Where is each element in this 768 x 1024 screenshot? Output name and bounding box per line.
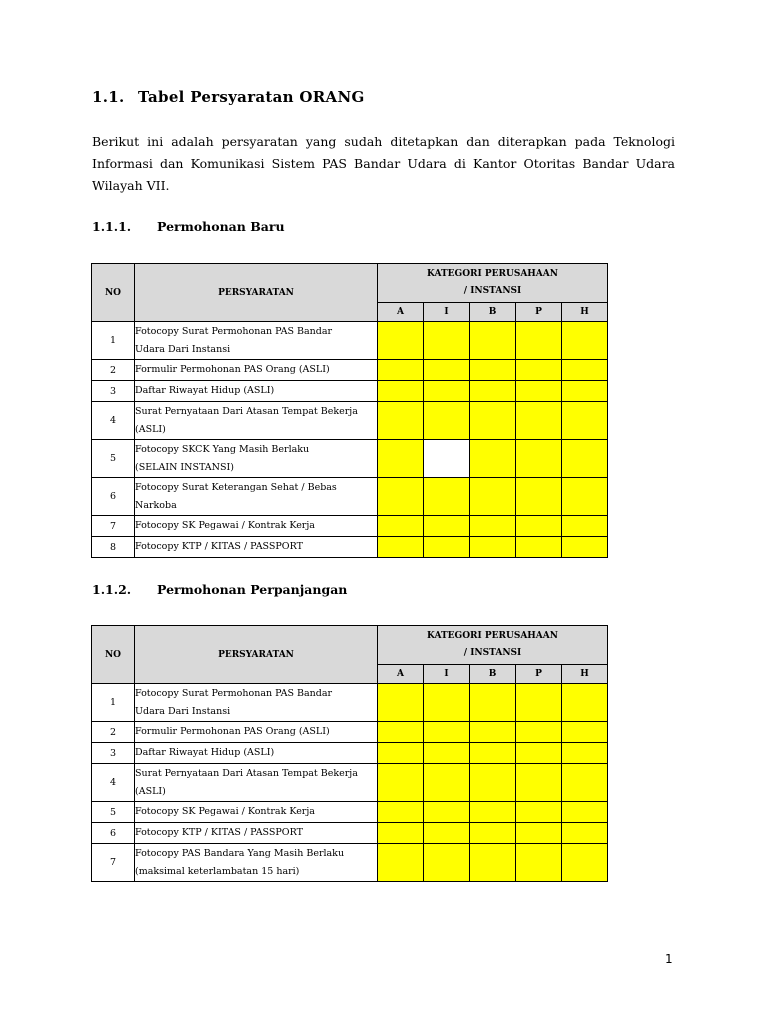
- header-kategori-line1: KATEGORI PERUSAHAAN: [427, 631, 559, 641]
- category-mark-p: [516, 381, 562, 402]
- category-mark-i: [424, 764, 470, 802]
- row-number: 1: [92, 322, 135, 360]
- requirement-text-line: Fotocopy PAS Bandara Yang Masih Berlaku: [135, 847, 345, 859]
- table-row: [92, 743, 608, 764]
- category-mark-b: [470, 802, 516, 823]
- category-mark-i: [424, 844, 470, 882]
- requirement-text-line: Fotocopy Surat Keterangan Sehat / Bebas: [135, 481, 337, 493]
- requirement-cell: [135, 322, 378, 360]
- row-number: 2: [92, 722, 135, 743]
- row-number: 5: [92, 802, 135, 823]
- category-mark-b: [470, 322, 516, 360]
- category-mark-b: [470, 478, 516, 516]
- header-kategori: [378, 626, 608, 665]
- subsection-number: 1.1.2.: [92, 582, 132, 597]
- category-mark-p: [516, 823, 562, 844]
- category-mark-i: [424, 360, 470, 381]
- row-number: 6: [92, 478, 135, 516]
- requirement-text-line: Fotocopy SK Pegawai / Kontrak Kerja: [135, 520, 315, 531]
- table-row: [92, 764, 608, 802]
- category-mark-i: [424, 684, 470, 722]
- table-row: [92, 402, 608, 440]
- category-mark-b: [470, 743, 516, 764]
- header-category-a: A: [378, 303, 424, 322]
- category-mark-b: [470, 360, 516, 381]
- category-mark-b: [470, 440, 516, 478]
- requirement-text-line: Udara Dari Instansi: [135, 343, 231, 355]
- header-category-b: B: [470, 665, 516, 684]
- category-mark-h: [562, 402, 608, 440]
- subsection-number: 1.1.1.: [92, 219, 132, 234]
- requirement-cell: [135, 764, 378, 802]
- requirement-text-line: Daftar Riwayat Hidup (ASLI): [135, 385, 275, 396]
- category-mark-h: [562, 381, 608, 402]
- table-row: [92, 478, 608, 516]
- category-mark-i: [424, 722, 470, 743]
- category-mark-a: [378, 440, 424, 478]
- header-no: NO: [92, 626, 135, 684]
- category-mark-p: [516, 802, 562, 823]
- requirement-cell: [135, 722, 378, 743]
- table-row: [92, 722, 608, 743]
- requirement-cell: [135, 478, 378, 516]
- requirement-text-line: (ASLI): [135, 785, 166, 797]
- table-row: [92, 381, 608, 402]
- category-mark-i: [424, 802, 470, 823]
- requirement-text-line: Surat Pernyataan Dari Atasan Tempat Bekerja: [135, 767, 358, 779]
- subsection-heading-baru: [92, 219, 285, 234]
- category-mark-h: [562, 360, 608, 381]
- section-heading-number: 1.1.: [92, 88, 125, 106]
- category-mark-h: [562, 516, 608, 537]
- category-mark-h: [562, 764, 608, 802]
- category-mark-p: [516, 402, 562, 440]
- category-mark-h: [562, 322, 608, 360]
- row-number: 7: [92, 516, 135, 537]
- category-mark-b: [470, 516, 516, 537]
- requirement-text-line: Udara Dari Instansi: [135, 705, 231, 717]
- table-row: [92, 844, 608, 882]
- requirement-cell: [135, 844, 378, 882]
- category-mark-b: [470, 684, 516, 722]
- category-mark-b: [470, 844, 516, 882]
- row-number: 3: [92, 381, 135, 402]
- header-category-a: A: [378, 665, 424, 684]
- header-no: NO: [92, 264, 135, 322]
- category-mark-a: [378, 684, 424, 722]
- requirement-text-line: Fotocopy SK Pegawai / Kontrak Kerja: [135, 806, 315, 817]
- header-category-h: H: [562, 665, 608, 684]
- requirement-text-line: Formulir Permohonan PAS Orang (ASLI): [135, 726, 330, 737]
- header-category-b: B: [470, 303, 516, 322]
- table-row: [92, 684, 608, 722]
- category-mark-i: [424, 516, 470, 537]
- requirement-cell: [135, 516, 378, 537]
- category-mark-i: [424, 743, 470, 764]
- category-mark-a: [378, 360, 424, 381]
- category-mark-a: [378, 722, 424, 743]
- category-mark-p: [516, 322, 562, 360]
- category-mark-a: [378, 802, 424, 823]
- table-row: [92, 322, 608, 360]
- table-row: [92, 823, 608, 844]
- category-mark-b: [470, 537, 516, 558]
- requirement-text-line: Daftar Riwayat Hidup (ASLI): [135, 747, 275, 758]
- section-heading: [92, 88, 365, 106]
- category-mark-a: [378, 764, 424, 802]
- category-mark-i: [424, 440, 470, 478]
- category-mark-h: [562, 478, 608, 516]
- requirement-cell: [135, 440, 378, 478]
- requirement-cell: [135, 743, 378, 764]
- table-row: [92, 360, 608, 381]
- category-mark-p: [516, 844, 562, 882]
- requirement-text-line: Formulir Permohonan PAS Orang (ASLI): [135, 364, 330, 375]
- row-number: 1: [92, 684, 135, 722]
- category-mark-b: [470, 764, 516, 802]
- category-mark-a: [378, 516, 424, 537]
- category-mark-p: [516, 722, 562, 743]
- header-kategori-line2: / INSTANSI: [463, 648, 522, 658]
- row-number: 3: [92, 743, 135, 764]
- category-mark-p: [516, 478, 562, 516]
- requirement-text-line: Fotocopy KTP / KITAS / PASSPORT: [135, 827, 303, 838]
- category-mark-i: [424, 478, 470, 516]
- header-category-p: P: [516, 303, 562, 322]
- category-mark-p: [516, 764, 562, 802]
- category-mark-p: [516, 684, 562, 722]
- header-category-i: I: [424, 665, 470, 684]
- category-mark-a: [378, 402, 424, 440]
- category-mark-p: [516, 516, 562, 537]
- requirement-cell: [135, 402, 378, 440]
- page-number: 1: [665, 952, 673, 966]
- header-persyaratan: PERSYARATAN: [135, 626, 378, 684]
- row-number: 8: [92, 537, 135, 558]
- requirement-text-line: (SELAIN INSTANSI): [135, 461, 234, 473]
- subsection-heading-perpanjangan: [92, 582, 347, 597]
- category-mark-i: [424, 381, 470, 402]
- category-mark-b: [470, 722, 516, 743]
- category-mark-a: [378, 322, 424, 360]
- category-mark-a: [378, 381, 424, 402]
- header-category-h: H: [562, 303, 608, 322]
- header-kategori: [378, 264, 608, 303]
- row-number: 4: [92, 402, 135, 440]
- category-mark-b: [470, 381, 516, 402]
- category-mark-h: [562, 684, 608, 722]
- subsection-title: Permohonan Perpanjangan: [157, 582, 348, 597]
- header-kategori-line1: KATEGORI PERUSAHAAN: [427, 269, 559, 279]
- table-row: [92, 802, 608, 823]
- requirement-cell: [135, 802, 378, 823]
- category-mark-h: [562, 844, 608, 882]
- section-heading-title: Tabel Persyaratan ORANG: [138, 88, 365, 106]
- requirement-text-line: (maksimal keterlambatan 15 hari): [135, 865, 300, 877]
- category-mark-b: [470, 823, 516, 844]
- subsection-title: Permohonan Baru: [157, 219, 285, 234]
- header-kategori-line2: / INSTANSI: [463, 286, 522, 296]
- header-category-p: P: [516, 665, 562, 684]
- requirement-text-line: Fotocopy SKCK Yang Masih Berlaku: [135, 443, 310, 455]
- category-mark-i: [424, 823, 470, 844]
- header-persyaratan: PERSYARATAN: [135, 264, 378, 322]
- table-row: [92, 537, 608, 558]
- header-category-i: I: [424, 303, 470, 322]
- table-row: [92, 516, 608, 537]
- category-mark-p: [516, 537, 562, 558]
- category-mark-h: [562, 823, 608, 844]
- category-mark-a: [378, 743, 424, 764]
- requirement-text-line: (ASLI): [135, 423, 166, 435]
- row-number: 5: [92, 440, 135, 478]
- requirement-text-line: Surat Pernyataan Dari Atasan Tempat Bekerja: [135, 405, 358, 417]
- requirement-text-line: Fotocopy KTP / KITAS / PASSPORT: [135, 541, 303, 552]
- category-mark-p: [516, 440, 562, 478]
- requirement-text-line: Narkoba: [135, 499, 177, 511]
- requirements-table-baru: [91, 263, 608, 558]
- category-mark-p: [516, 743, 562, 764]
- row-number: 6: [92, 823, 135, 844]
- row-number: 7: [92, 844, 135, 882]
- requirement-cell: [135, 360, 378, 381]
- requirements-table-perpanjangan: [91, 625, 608, 882]
- intro-paragraph: Berikut ini adalah persyaratan yang sudah ditetapkan dan diterapkan pada Teknologi Informasi dan Komunikasi Sistem PAS Bandar Udara di Kantor Otoritas Bandar Udara Wilayah VII.: [92, 134, 675, 193]
- category-mark-b: [470, 402, 516, 440]
- category-mark-a: [378, 537, 424, 558]
- requirement-cell: [135, 823, 378, 844]
- category-mark-a: [378, 823, 424, 844]
- requirement-cell: [135, 684, 378, 722]
- category-mark-h: [562, 743, 608, 764]
- row-number: 4: [92, 764, 135, 802]
- category-mark-i: [424, 537, 470, 558]
- requirement-text-line: Fotocopy Surat Permohonan PAS Bandar: [135, 325, 333, 337]
- requirement-text-line: Fotocopy Surat Permohonan PAS Bandar: [135, 687, 333, 699]
- category-mark-i: [424, 402, 470, 440]
- category-mark-h: [562, 537, 608, 558]
- category-mark-i: [424, 322, 470, 360]
- category-mark-h: [562, 722, 608, 743]
- category-mark-a: [378, 478, 424, 516]
- requirement-cell: [135, 381, 378, 402]
- category-mark-p: [516, 360, 562, 381]
- table-row: [92, 440, 608, 478]
- category-mark-h: [562, 440, 608, 478]
- row-number: 2: [92, 360, 135, 381]
- category-mark-a: [378, 844, 424, 882]
- requirement-cell: [135, 537, 378, 558]
- category-mark-h: [562, 802, 608, 823]
